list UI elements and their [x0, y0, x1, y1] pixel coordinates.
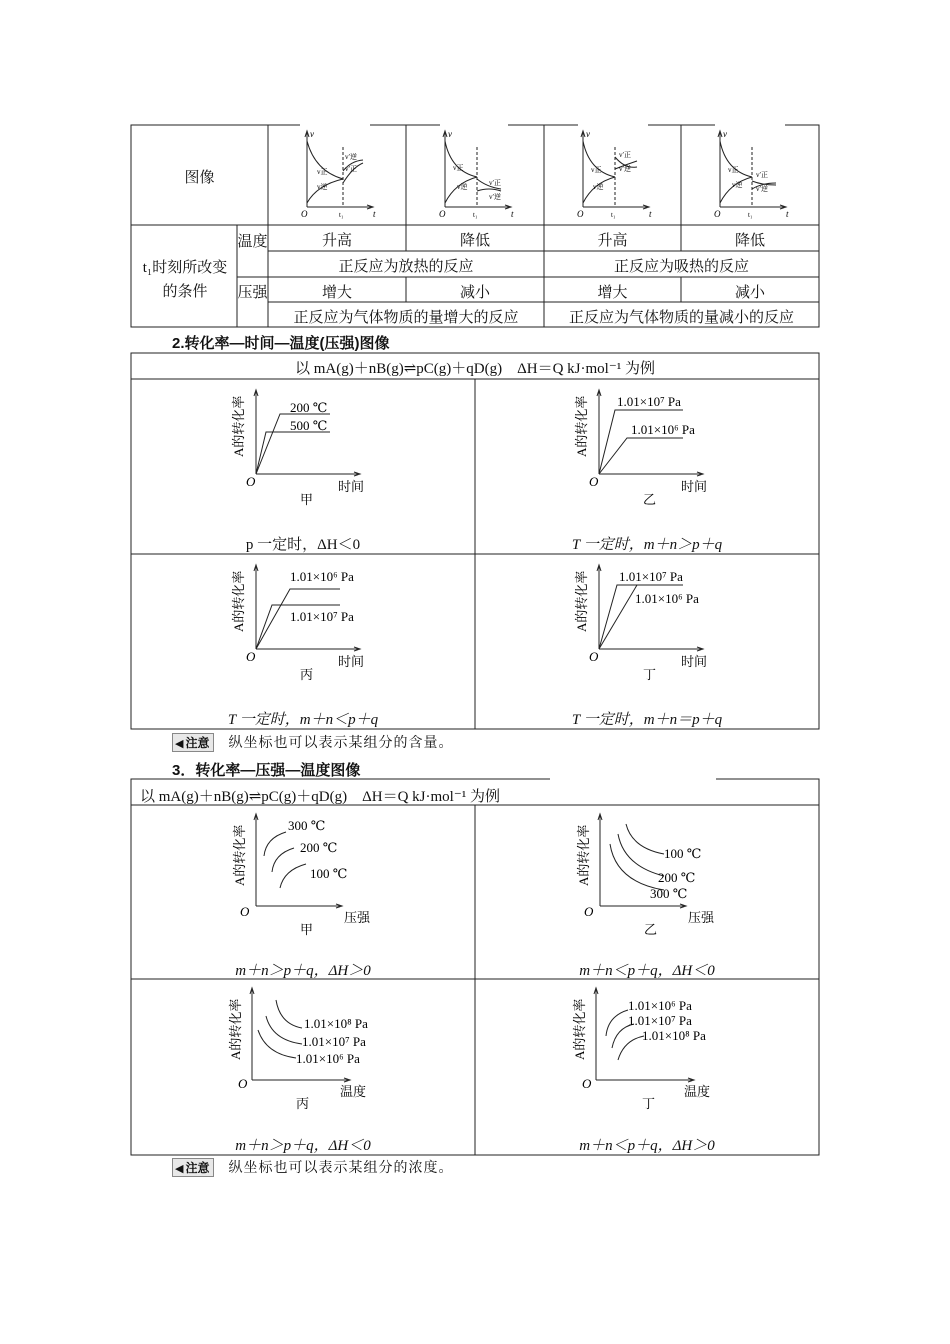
conversion-time-graph-bing	[230, 557, 390, 687]
curve-label-3: 1.01×10⁸ Pa	[642, 1028, 706, 1043]
curve-label-1: 1.01×10⁸ Pa	[304, 1016, 368, 1031]
v-forward-prime-label: v′正	[619, 151, 632, 159]
section-3-heading: 3．转化率—压强—温度图像	[172, 762, 361, 779]
curve-label-lower: 1.01×10⁶ Pa	[635, 591, 699, 606]
temp-value-3: 升高	[597, 233, 628, 249]
y-axis-label: A的转化率	[572, 998, 587, 1060]
v-reverse-prime-label: v′逆	[619, 165, 632, 173]
v-forward-prime-label: v′正	[345, 165, 358, 173]
v-reverse-prime-label: v′逆	[756, 185, 769, 193]
condition-3-bing: m＋n＞p＋q，ΔH＜0	[235, 1138, 371, 1154]
curve-label-1: 1.01×10⁶ Pa	[628, 998, 692, 1013]
note-text: 纵坐标也可以表示某组分的浓度。	[228, 1160, 454, 1176]
graph-name: 丙	[296, 1096, 310, 1111]
condition-ding: T 一定时，m＋n＝p＋q	[571, 712, 723, 728]
temp-note-1: 正反应为放热的反应	[338, 259, 474, 275]
origin-label: O	[589, 474, 599, 489]
graph-name: 丁	[642, 1096, 656, 1111]
curve-label-lower: 500 ℃	[290, 418, 328, 433]
origin-label: O	[577, 209, 584, 219]
pressure-note-2: 正反应为气体物质的量减小的反应	[568, 310, 794, 326]
condition-jia: p 一定时，ΔH＜0	[245, 537, 361, 553]
velocity-graph-1	[295, 127, 405, 222]
condition-3-yi: m＋n＜p＋q，ΔH＜0	[579, 963, 715, 979]
curve-label-2: 200 ℃	[658, 870, 696, 885]
temp-label: 温度	[237, 234, 268, 250]
t1-label: t₁	[748, 211, 753, 219]
temp-note-2: 正反应为吸热的反应	[613, 259, 749, 275]
pressure-value-3: 增大	[597, 285, 628, 301]
conversion-pressure-graph-jia	[228, 810, 388, 940]
v-forward-prime-label: v′正	[756, 171, 769, 179]
note-text: 纵坐标也可以表示某组分的含量。	[228, 735, 454, 751]
y-axis-label: A的转化率	[231, 395, 246, 457]
condition-label: t₁时刻所改变的条件	[142, 260, 228, 300]
conversion-time-graph-ding	[573, 557, 733, 687]
curve-label-upper: 1.01×10⁷ Pa	[619, 569, 683, 584]
section-3-reaction: 以 mA(g)＋nB(g)⇌pC(g)＋qD(g) ΔH＝Q kJ·mol⁻¹ 为例	[140, 789, 501, 805]
origin-label: O	[439, 209, 446, 219]
note-badge: ◀ 注意	[172, 1158, 214, 1177]
velocity-graph-2	[433, 127, 543, 222]
velocity-graph-3	[571, 127, 681, 222]
condition-bing: T 一定时，m＋n＜p＋q	[227, 712, 379, 728]
section-2-heading: 2.转化率—时间—温度(压强)图像	[172, 335, 390, 352]
curve-label-3: 100 ℃	[310, 866, 348, 881]
v-reverse-label: v逆	[732, 181, 743, 189]
condition-3-ding: m＋n＜p＋q，ΔH＞0	[579, 1138, 715, 1154]
t-axis-label: t	[511, 209, 514, 219]
section-2-reaction: 以 mA(g)＋nB(g)⇌pC(g)＋qD(g) ΔH＝Q kJ·mol⁻¹ 为例	[294, 361, 655, 377]
v-forward-label: v正	[591, 166, 602, 174]
graph-name: 乙	[644, 922, 658, 937]
graph-name: 丁	[643, 667, 657, 682]
v-axis-label: v	[723, 129, 727, 139]
origin-label: O	[246, 649, 256, 664]
speaker-icon: ◀	[175, 1162, 184, 1175]
y-axis-label: A的转化率	[576, 824, 591, 886]
curve-label-3: 1.01×10⁶ Pa	[296, 1051, 360, 1066]
curve-label-upper: 200 ℃	[290, 400, 328, 415]
graph-name: 丙	[300, 667, 314, 682]
t-axis-label: t	[786, 209, 789, 219]
v-axis-label: v	[448, 129, 452, 139]
v-reverse-label: v逆	[593, 183, 604, 191]
v-axis-label: v	[310, 129, 314, 139]
v-reverse-prime-label: v′逆	[345, 153, 358, 161]
y-axis-label: A的转化率	[231, 570, 246, 632]
origin-label: O	[584, 904, 594, 919]
temp-value-1: 升高	[321, 233, 352, 249]
note-row-2	[172, 1157, 453, 1177]
pressure-note-1: 正反应为气体物质的量增大的反应	[293, 310, 519, 326]
v-forward-label: v正	[317, 168, 328, 176]
y-axis-label: A的转化率	[228, 998, 243, 1060]
graph-name: 甲	[300, 492, 314, 507]
t-axis-label: t	[649, 209, 652, 219]
curve-label-lower: 1.01×10⁷ Pa	[290, 609, 354, 624]
origin-label: O	[301, 209, 308, 219]
note-row-1	[172, 732, 453, 752]
v-forward-label: v正	[453, 164, 464, 172]
v-reverse-label: v逆	[317, 183, 328, 191]
origin-label: O	[589, 649, 599, 664]
origin-label: O	[240, 904, 250, 919]
v-axis-label: v	[586, 129, 590, 139]
origin-label: O	[246, 474, 256, 489]
t1-label: t₁	[611, 211, 616, 219]
x-axis-label: 时间	[681, 654, 708, 669]
velocity-graph-4	[708, 127, 818, 222]
curve-label-1: 100 ℃	[664, 846, 702, 861]
pressure-value-1: 增大	[321, 285, 352, 301]
curve-label-lower: 1.01×10⁶ Pa	[631, 422, 695, 437]
conversion-time-graph-yi	[573, 382, 733, 512]
t-axis-label: t	[373, 209, 376, 219]
v-reverse-prime-label: v′逆	[489, 193, 502, 201]
t1-label: t₁	[339, 211, 344, 219]
t1-label: t₁	[473, 211, 478, 219]
curve-label-upper: 1.01×10⁶ Pa	[290, 569, 354, 584]
x-axis-label: 压强	[344, 910, 371, 925]
note-badge: ◀ 注意	[172, 733, 214, 752]
x-axis-label: 时间	[681, 479, 708, 494]
x-axis-label: 压强	[688, 910, 715, 925]
pressure-value-2: 减小	[459, 285, 490, 301]
conversion-time-graph-jia	[230, 382, 380, 512]
y-axis-label: A的转化率	[574, 570, 589, 632]
row-image-label: 图像	[184, 170, 215, 186]
curve-label-2: 1.01×10⁷ Pa	[302, 1034, 366, 1049]
x-axis-label: 温度	[684, 1084, 711, 1099]
curve-label-2: 200 ℃	[300, 840, 338, 855]
v-reverse-label: v逆	[457, 183, 468, 191]
origin-label: O	[238, 1076, 248, 1091]
condition-yi: T 一定时，m＋n＞p＋q	[571, 537, 723, 553]
v-forward-label: v正	[728, 166, 739, 174]
temp-value-4: 降低	[734, 233, 765, 249]
curve-label-3: 300 ℃	[650, 886, 688, 901]
y-axis-label: A的转化率	[574, 395, 589, 457]
x-axis-label: 温度	[340, 1084, 367, 1099]
x-axis-label: 时间	[338, 479, 365, 494]
y-axis-label: A的转化率	[232, 824, 247, 886]
origin-label: O	[582, 1076, 592, 1091]
curve-label-upper: 1.01×10⁷ Pa	[617, 394, 681, 409]
speaker-icon: ◀	[175, 737, 184, 750]
conversion-temperature-graph-ding	[572, 984, 732, 1114]
pressure-label: 压强	[237, 285, 268, 301]
conversion-temperature-graph-bing	[228, 984, 388, 1114]
graph-name: 甲	[300, 922, 314, 937]
x-axis-label: 时间	[338, 654, 365, 669]
curve-label-2: 1.01×10⁷ Pa	[628, 1013, 692, 1028]
origin-label: O	[714, 209, 721, 219]
graph-name: 乙	[643, 492, 657, 507]
conversion-pressure-graph-yi	[572, 810, 732, 940]
v-forward-prime-label: v′正	[489, 179, 502, 187]
curve-label-1: 300 ℃	[288, 818, 326, 833]
pressure-value-4: 减小	[734, 285, 765, 301]
temp-value-2: 降低	[459, 233, 490, 249]
condition-3-jia: m＋n＞p＋q，ΔH＞0	[235, 963, 371, 979]
